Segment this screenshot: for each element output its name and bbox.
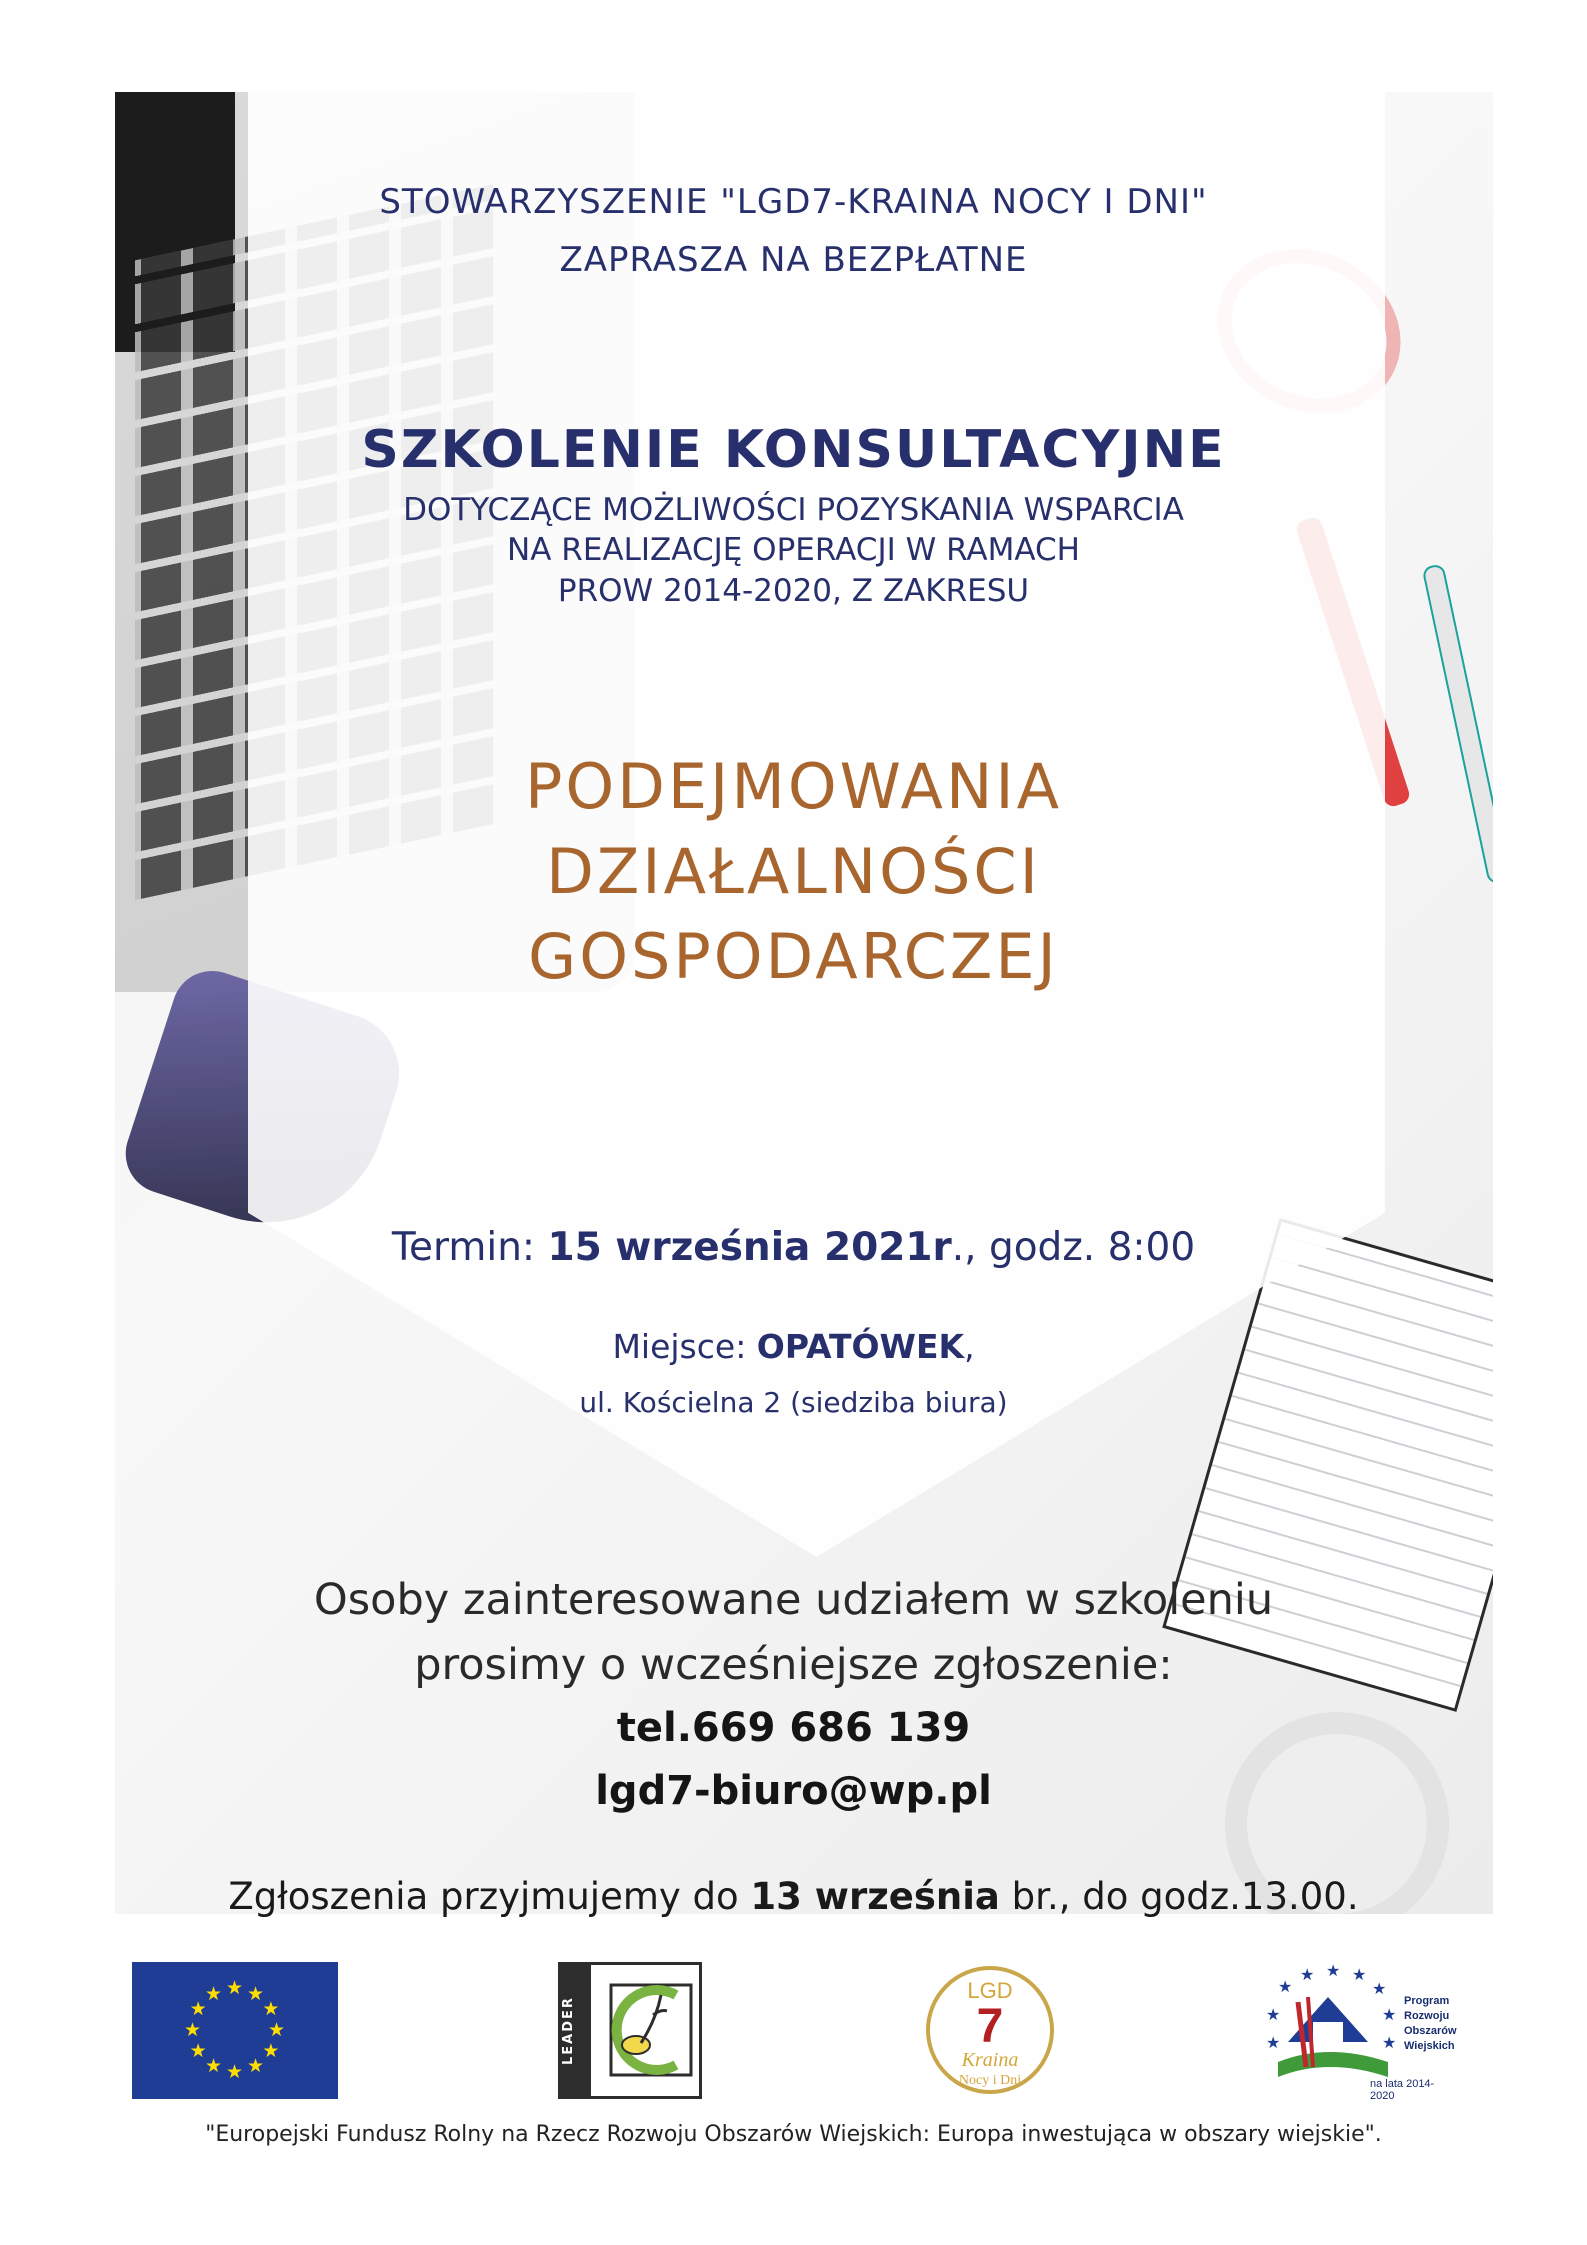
eu-star-icon: ★ <box>247 2055 265 2078</box>
svg-text:★: ★ <box>1372 1979 1387 1998</box>
svg-text:★: ★ <box>1352 1965 1367 1984</box>
leader-logo <box>558 1962 702 2099</box>
eu-star-icon: ★ <box>262 2040 280 2062</box>
lgd-mid-text: Kraina <box>961 2049 1019 2071</box>
lgd-top-text: LGD <box>967 1978 1013 2003</box>
prow-years: na lata 2014-2020 <box>1370 2078 1435 2102</box>
eu-star-icon: ★ <box>189 1998 207 2020</box>
eu-star-icon: ★ <box>226 2061 244 2083</box>
svg-text:★: ★ <box>1382 2033 1397 2052</box>
place-line <box>0 1327 1587 1366</box>
svg-text:★: ★ <box>1266 2005 1281 2024</box>
eu-star-icon: ★ <box>247 1982 265 2005</box>
topic-line-3: GOSPODARCZEJ <box>528 920 1059 993</box>
eu-star-icon: ★ <box>205 1982 223 2005</box>
eu-star-icon: ★ <box>184 2019 202 2041</box>
email-address: lgd7-biuro@wp.pl <box>595 1768 992 1814</box>
place-name: OPATÓWEK <box>756 1327 965 1366</box>
term-line <box>0 1225 1587 1270</box>
svg-text:★: ★ <box>1300 1965 1315 1984</box>
deadline-suffix: br., do godz.13.00. <box>999 1875 1359 1918</box>
lgd-number: 7 <box>976 2000 1004 2053</box>
term-time: ., godz. 8:00 <box>951 1225 1196 1270</box>
phone-number: tel.669 686 139 <box>616 1705 971 1751</box>
lgd7-circle-icon <box>924 1962 1056 2099</box>
leader-mark-icon <box>591 1965 701 2096</box>
eu-star-icon: ★ <box>268 2019 286 2041</box>
subtitle-line-3: PROW 2014-2020, Z ZAKRESU <box>557 573 1030 609</box>
prow-emblem-icon <box>1258 1962 1408 2092</box>
svg-text:★: ★ <box>1266 2033 1281 2052</box>
eu-star-icon: ★ <box>189 2040 207 2062</box>
svg-text:★: ★ <box>1382 2005 1397 2024</box>
deadline-line <box>0 1875 1587 1918</box>
prow-line-obszarow: Obszarów <box>1404 2025 1457 2037</box>
prow-line-program: Program <box>1404 1995 1450 2007</box>
header-line-1: STOWARZYSZENIE "LGD7-KRAINA NOCY I DNI" <box>379 182 1208 222</box>
term-date: 15 września 2021r <box>547 1225 952 1270</box>
place-label: Miejsce: <box>612 1327 757 1366</box>
eu-star-icon: ★ <box>226 1977 244 1999</box>
svg-text:★: ★ <box>1326 1962 1341 1980</box>
topic-line-1: PODEJMOWANIA <box>524 750 1063 823</box>
eu-star-icon: ★ <box>262 1998 280 2020</box>
eu-flag-logo <box>132 1962 338 2099</box>
svg-text:★: ★ <box>1278 1977 1293 1996</box>
subtitle-line-1: DOTYCZĄCE MOŻLIWOŚCI POZYSKANIA WSPARCIA <box>403 492 1184 528</box>
subtitle-line-2: NA REALIZACJĘ OPERACJI W RAMACH <box>507 532 1080 568</box>
deadline-date: 13 września <box>750 1875 1000 1918</box>
lgd7-logo <box>924 1962 1056 2099</box>
contact-line-2: prosimy o wcześniejsze zgłoszenie: <box>414 1640 1173 1690</box>
footer-note: "Europejski Fundusz Rolny na Rzecz Rozwoju Obszarów Wiejskich: Europa inwestująca w obszary wiejskie". <box>205 2122 1382 2147</box>
prow-text <box>1404 1994 1457 2054</box>
term-label: Termin: <box>391 1225 548 1270</box>
training-title: SZKOLENIE KONSULTACYJNE <box>361 420 1226 480</box>
lgd-bottom-text: Nocy i Dni <box>958 2073 1022 2088</box>
leader-label: LEADER <box>561 1965 591 2096</box>
prow-logo <box>1258 1962 1458 2102</box>
street-address: ul. Kościelna 2 (siedziba biura) <box>579 1386 1008 1419</box>
deadline-prefix: Zgłoszenia przyjmujemy do <box>228 1875 751 1918</box>
header-line-2: ZAPRASZA NA BEZPŁATNE <box>559 240 1028 280</box>
contact-line-1: Osoby zainteresowane udziałem w szkoleniu <box>313 1575 1274 1625</box>
eu-star-icon: ★ <box>205 2055 223 2078</box>
prow-line-rozwoju: Rozwoju <box>1404 2010 1450 2022</box>
prow-line-wiejskich: Wiejskich <box>1404 2040 1455 2052</box>
place-comma: , <box>964 1327 975 1366</box>
topic-line-2: DZIAŁALNOŚCI <box>546 835 1041 908</box>
